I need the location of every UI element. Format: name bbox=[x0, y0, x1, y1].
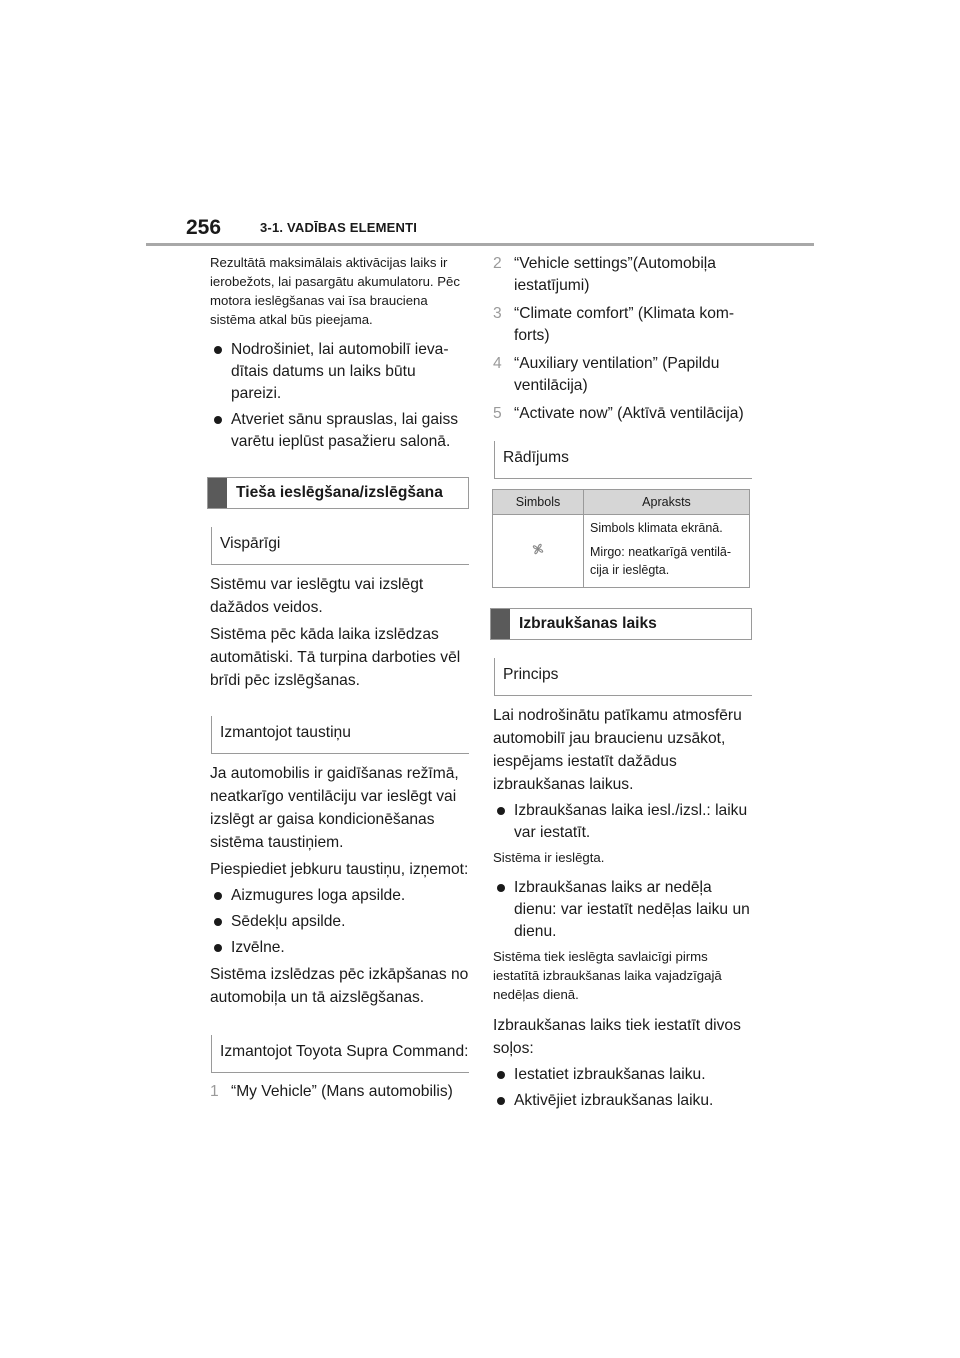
bullet-dot-icon bbox=[497, 1097, 505, 1105]
paragraph: Lai nodrošinātu patīkamu atmosfēru automobilī jau braucienu uzsākot, iespējams iestatīt dažādus izbraukšanas laikus. bbox=[493, 707, 742, 793]
step-number: 2 bbox=[493, 255, 502, 272]
bullet-dot-icon bbox=[214, 918, 222, 926]
bullet-dot-icon bbox=[214, 346, 222, 354]
step-number: 1 bbox=[210, 1083, 219, 1100]
bullet-item: Iestatiet izbraukšanas laiku. bbox=[493, 1064, 752, 1086]
note: Sistēma tiek ieslēgta savlaicīgi pirms iestatītā izbraukšanas laika vajadzīgajā nedēļas dienā. bbox=[493, 949, 722, 1002]
bullet-item: Aktivējiet izbraukšanas laiku. bbox=[493, 1090, 752, 1112]
subheading-display: Rādījums bbox=[494, 441, 752, 479]
step-item: 3 “Climate comfort” (Klimata komforts) bbox=[493, 305, 735, 344]
step-item: 5 “Activate now” (Aktīvā ventilācija) bbox=[493, 403, 752, 425]
bullet-item: Izbraukšanas laika iesl./izsl.: laiku var iestatīt. bbox=[493, 800, 752, 844]
bullet-dot-icon bbox=[497, 807, 505, 815]
section-bar-title: Izbraukšanas laiks bbox=[519, 615, 657, 632]
paragraph: Izbraukšanas laiks tiek iestatīt divos soļos: bbox=[493, 1017, 741, 1057]
paragraph: Sistēma pēc kāda laika izslēdzas automātiski. Tā turpina darboties vēl brīdi pēc izslēgšanas. bbox=[210, 626, 461, 689]
bullet-dot-icon bbox=[214, 892, 222, 900]
section-bar-marker bbox=[208, 478, 227, 508]
section-bar-departure-time bbox=[490, 608, 752, 640]
step-item: 1 “My Vehicle” (Mans automobilis) bbox=[210, 1081, 469, 1103]
table-header: Apraksts bbox=[584, 490, 750, 515]
bullet-item: Aizmugures loga apsilde. bbox=[210, 885, 469, 907]
description-cell bbox=[584, 515, 750, 588]
step-item: 2 “Vehicle settings”(Automobiļa iestatījumi) bbox=[493, 255, 716, 294]
bullet-item: Izvēlne. bbox=[210, 937, 469, 959]
note: Sistēma ir ieslēgta. bbox=[493, 850, 605, 865]
symbol-table bbox=[492, 489, 750, 588]
description-text: Mirgo: neatkarīgā ventilācija ir ieslēgta. bbox=[590, 545, 732, 577]
intro-note: Rezultātā maksimālais aktivācijas laiks ir ierobežots, lai pasargātu akumulatoru. Pēc motora ieslēgšanas vai īsa brauciena sistēma atkal būs pieejama. bbox=[210, 255, 460, 327]
paragraph: Sistēma izslēdzas pēc izkāpšanas no automobiļa un tā aizslēgšanas. bbox=[210, 966, 469, 1006]
step-item: 4 “Auxiliary ventilation” (Papildu ventilācija) bbox=[493, 355, 720, 394]
bullet-item: Atveriet sānu sprauslas, lai gaiss varētu ieplūst pasažieru salonā. bbox=[210, 409, 469, 453]
bullet-dot-icon bbox=[497, 1071, 505, 1079]
bullet-item: Izbraukšanas laiks ar nedēļa dienu: var iestatīt nedēļas laiku un dienu. bbox=[493, 877, 752, 943]
bullet-dot-icon bbox=[214, 416, 222, 424]
table-header: Simbols bbox=[493, 490, 584, 515]
right-column bbox=[490, 253, 752, 1116]
paragraph: Sistēmu var ieslēgtu vai izslēgt dažādos veidos. bbox=[210, 576, 424, 616]
fan-icon bbox=[530, 541, 546, 557]
step-number: 3 bbox=[493, 305, 502, 322]
section-bar-direct-toggle bbox=[207, 477, 469, 509]
section-title: 3-1. VADĪBAS ELEMENTI bbox=[260, 220, 418, 235]
paragraph: Ja automobilis ir gaidīšanas režīmā, neatkarīgo ventilāciju var ieslēgt vai izslēgt ar gaisa kondicionēšanas sistēma taustiņiem. bbox=[210, 765, 459, 851]
subheading-supra-command: Izmantojot Toyota Supra Command: bbox=[211, 1035, 469, 1073]
section-bar-title: Tieša ieslēgšana/izslēgšana bbox=[236, 484, 443, 501]
description-text: Simbols klimata ekrānā. bbox=[590, 521, 723, 535]
subheading-principle: Princips bbox=[494, 658, 752, 696]
subheading-button: Izmantojot taustiņu bbox=[211, 716, 469, 754]
bullet-dot-icon bbox=[214, 944, 222, 952]
bullet-dot-icon bbox=[497, 884, 505, 892]
page-number: 256 bbox=[186, 216, 222, 239]
header-divider bbox=[146, 243, 814, 246]
left-column bbox=[207, 253, 469, 1109]
section-bar-marker bbox=[491, 609, 510, 639]
bullet-item: Nodrošiniet, lai automobilī ievadītais datums un laiks būtu pareizi. bbox=[210, 339, 469, 405]
subheading-general: Vispārīgi bbox=[211, 527, 469, 565]
symbol-cell bbox=[493, 515, 584, 588]
step-number: 4 bbox=[493, 355, 502, 372]
paragraph: Piespiediet jebkuru taustiņu, izņemot: bbox=[210, 861, 469, 878]
bullet-item: Sēdekļu apsilde. bbox=[210, 911, 469, 933]
step-number: 5 bbox=[493, 405, 502, 422]
